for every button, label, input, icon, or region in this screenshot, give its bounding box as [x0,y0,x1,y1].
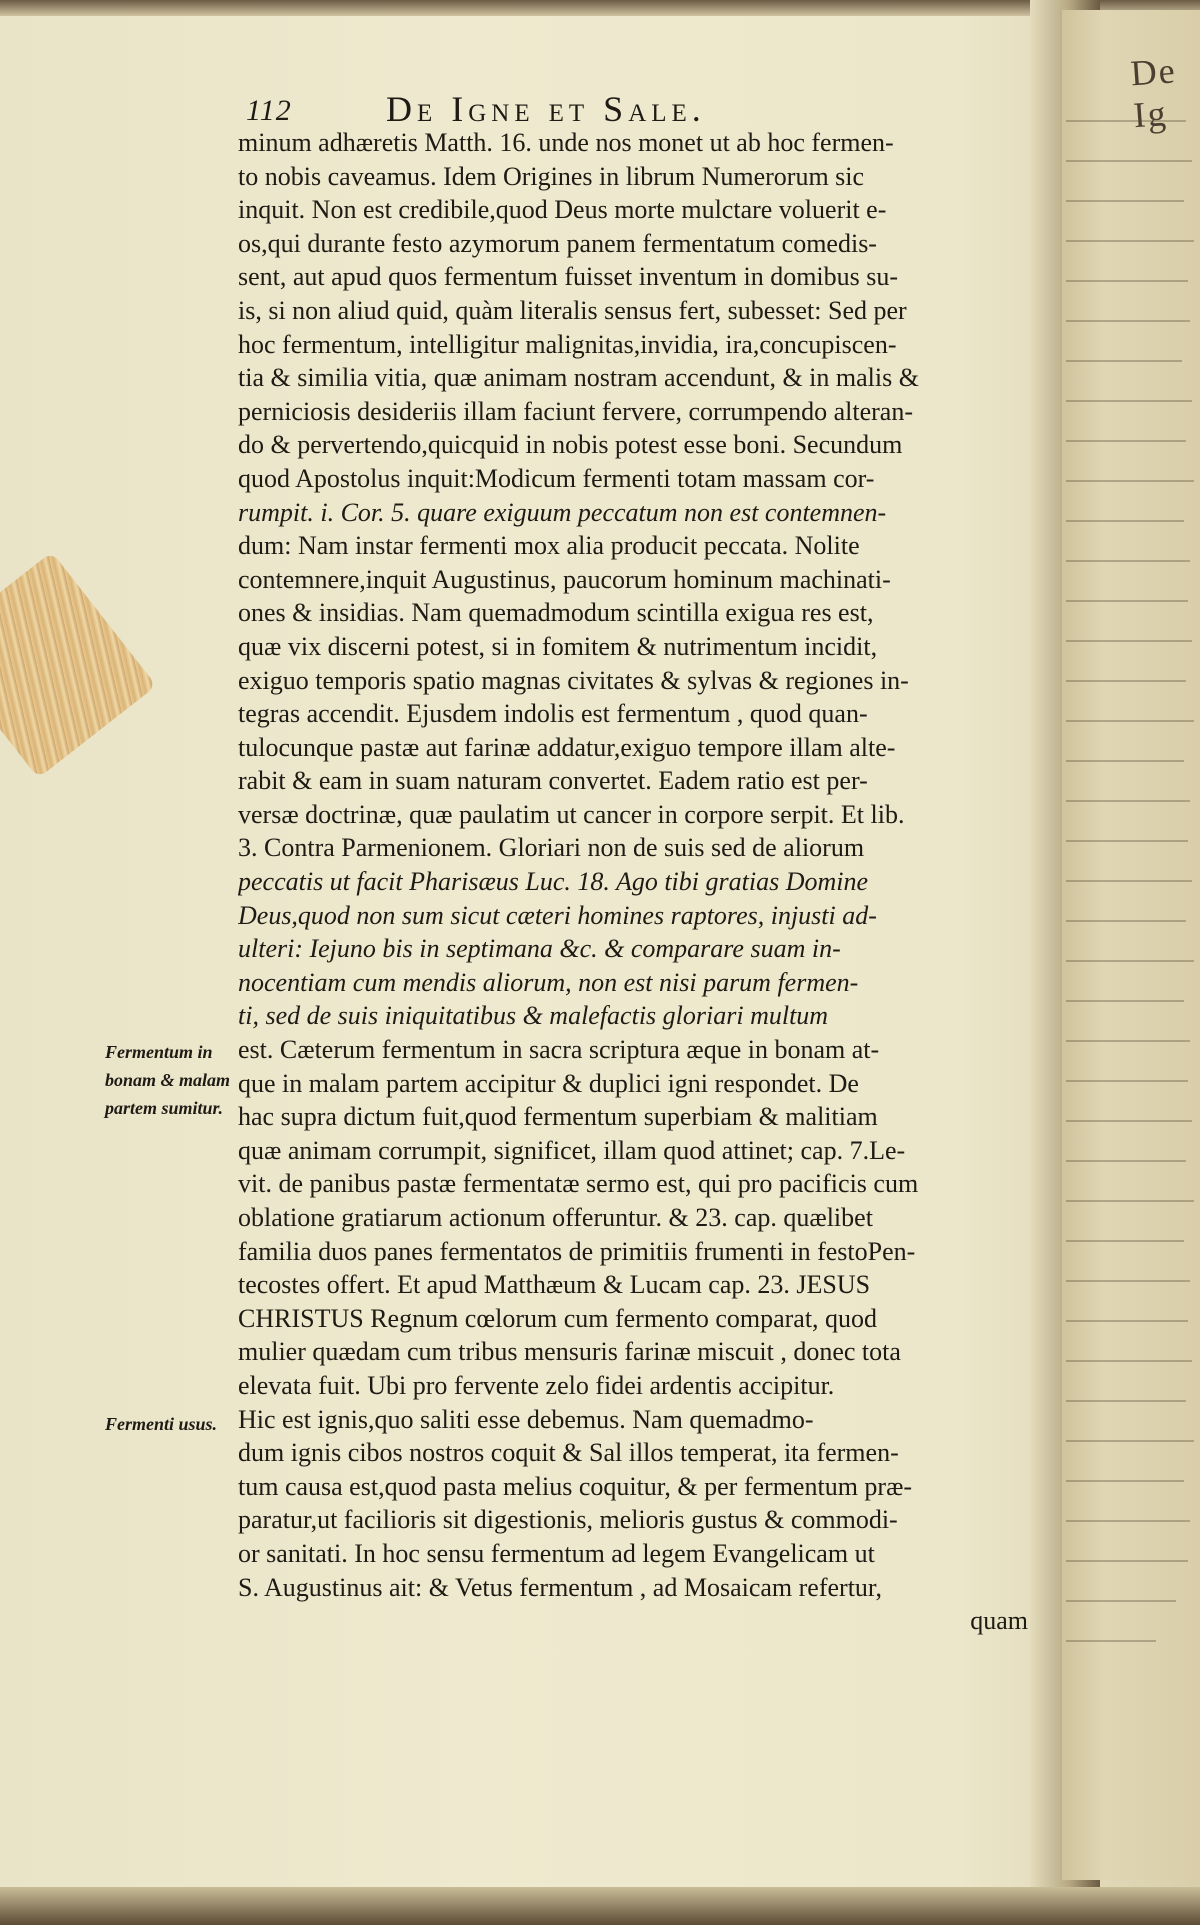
text-line: exiguo temporis spatio magnas civitates & sylvas & regiones in- [238,665,909,695]
page-bottom-edge [0,1887,1200,1925]
text-line: est. Cæterum fermentum in sacra scriptura æque in bonam at- [238,1035,880,1065]
text-line: is, si non aliud quid, quàm literalis sensus fert, subesset: Sed per [238,295,907,325]
text-line: peccatis ut facit Pharisæus Luc. 18. Ago tibi gratias Domine [238,867,869,897]
text-line: perniciosis desideriis illam faciunt fervere, corrumpendo alteran- [238,396,914,426]
brush-image [0,552,156,778]
text-line: vit. de panibus pastæ fermentatæ sermo est, qui pro pacificis cum [238,1169,919,1199]
text-line: paratur,ut facilioris sit digestionis, melioris gustus & commodi- [238,1505,898,1535]
page-top-edge [0,0,1200,16]
text-line: tia & similia vitia, quæ animam nostram accendunt, & in malis & [238,363,919,393]
text-line: os,qui durante festo azymorum panem fermentatum comedis- [238,228,877,258]
text-line: que in malam partem accipitur & duplici igni respondet. De [238,1068,859,1098]
text-line: CHRISTUS Regnum cœlorum cum fermento comparat, quod [238,1303,878,1333]
text-line: contemnere,inquit Augustinus, paucorum hominum machinati- [238,564,891,594]
text-line: inquit. Non est credibile,quod Deus morte mulctare voluerit e- [238,195,887,225]
text-line: hoc fermentum, intelligitur malignitas,invidia, ira,concupiscen- [238,329,897,359]
text-line: tulocunque pastæ aut farinæ addatur,exiguo tempore illam alte- [238,732,896,762]
text-line: quod Apostolus inquit:Modicum fermenti totam massam cor- [238,463,875,493]
text-line: Deus,quod non sum sicut cæteri homines raptores, injusti ad- [238,900,877,930]
text-line: tecostes offert. Et apud Matthæum & Lucam cap. 23. JESUS [238,1270,871,1300]
margin-note-1: Fermentum in bonam & malam partem sumitur. [105,1042,231,1118]
text-line: dum: Nam instar fermenti mox alia producit peccata. Nolite [238,531,860,561]
text-line: or sanitati. In hoc sensu fermentum ad legem Evangelicam ut [238,1538,875,1568]
text-line: S. Augustinus ait: & Vetus fermentum , ad Mosaicam refertur, [238,1572,883,1602]
text-line: ulteri: Iejuno bis in septimana &c. & comparare suam in- [238,934,841,964]
text-line: quæ vix discerni potest, si in fomitem & nutrimentum incidit, [238,631,878,661]
text-line: rabit & eam in suam naturam convertet. Eadem ratio est per- [238,766,868,796]
facing-page-title: De Ig [1129,50,1178,136]
text-line: tum causa est,quod pasta melius coquitur, & per fermentum præ- [238,1471,913,1501]
text-line: elevata fuit. Ubi pro fervente zelo fidei ardentis accipitur. [238,1370,835,1400]
body-text [238,126,1028,1638]
text-line: do & pervertendo,quicquid in nobis potest esse boni. Secundum [238,430,903,460]
text-line: minum adhæretis Matth. 16. unde nos monet ut ab hoc fermen- [238,128,894,157]
page-number: 112 [246,94,292,127]
text-line: to nobis caveamus. Idem Origines in librum Numerorum sic [238,161,865,191]
text-line: quæ animam corrumpit, significet, illam quod attinet; cap. 7.Le- [238,1135,906,1165]
text-line: ones & insidias. Nam quemadmodum scintilla exigua res est, [238,598,874,628]
text-line: dum ignis cibos nostros coquit & Sal illos temperat, ita fermen- [238,1438,899,1468]
text-line: ti, sed de suis iniquitatibus & malefactis gloriari multum [238,1001,829,1031]
facing-page [1062,10,1200,1880]
catchword: quam [970,1606,1028,1636]
text-line: Hic est ignis,quo saliti esse debemus. Nam quemadmo- [238,1404,814,1434]
text-line: tegras accendit. Ejusdem indolis est fermentum , quod quan- [238,699,868,729]
text-line: sent, aut apud quos fermentum fuisset inventum in domibus su- [238,262,899,292]
text-line: oblatione gratiarum actionum offeruntur. & 23. cap. quælibet [238,1203,873,1232]
text-line: 3. Contra Parmenionem. Gloriari non de suis sed de aliorum [238,833,865,863]
text-line: nocentiam cum mendis aliorum, non est nisi parum fermen- [238,967,859,997]
text-line: familia duos panes fermentatos de primitiis frumenti in festoPen- [238,1236,916,1266]
text-line: rumpit. i. Cor. 5. quare exiguum peccatum non est contemnen- [238,497,887,527]
running-title: De Igne et Sale. [386,89,706,129]
text-line: hac supra dictum fuit,quod fermentum superbiam & malitiam [238,1102,878,1132]
text-line: mulier quædam cum tribus mensuris farinæ miscuit , donec tota [238,1337,901,1367]
margin-note-2: Fermenti usus. [105,1414,218,1434]
text-line: versæ doctrinæ, quæ paulatim ut cancer in corpore serpit. Et lib. [238,799,905,829]
